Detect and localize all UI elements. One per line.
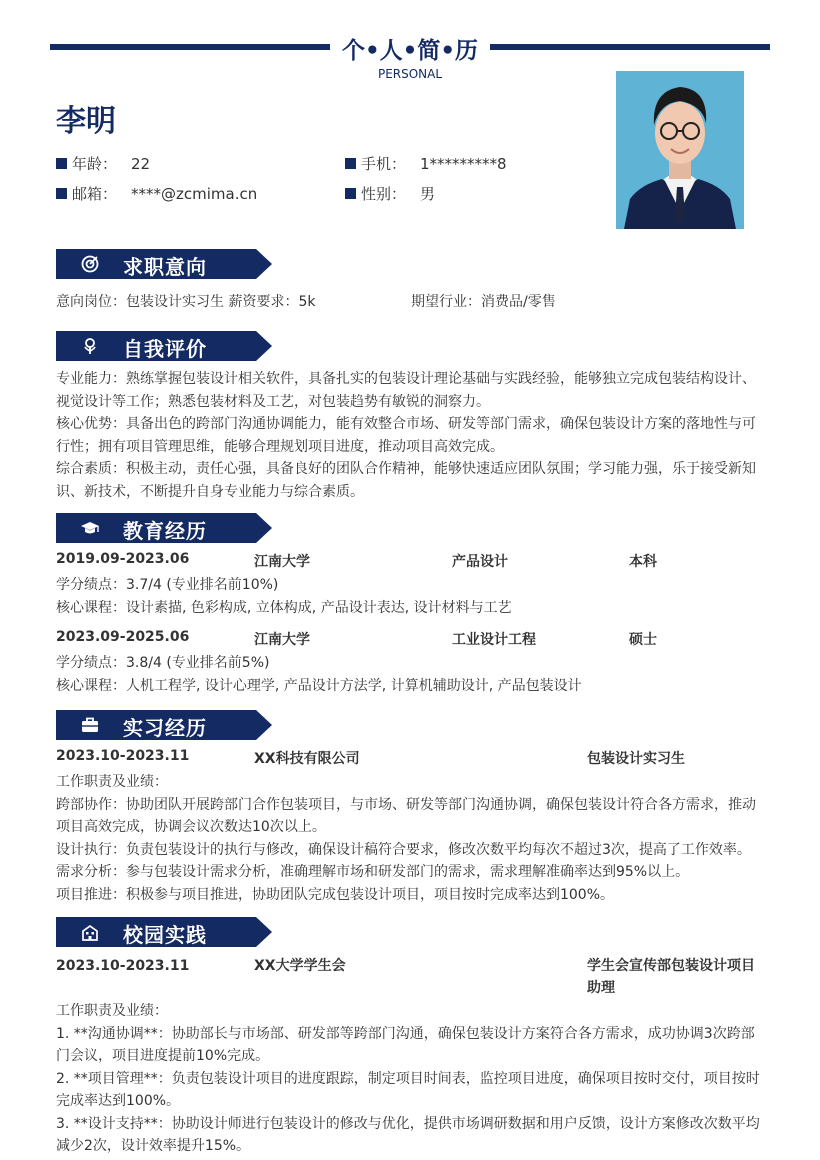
education-courses: 核心课程：人机工程学, 设计心理学, 产品设计方法学, 计算机辅助设计, 产品包装设计 [56,677,582,694]
section-header-self [56,331,272,361]
section-title: 校园实践 [123,923,207,947]
bullet-square-icon [345,158,356,169]
phone-field [345,153,507,174]
bullet-square-icon [56,188,67,199]
internship-entry-header [56,748,768,770]
email-label: 邮箱： [72,185,118,203]
email-value: ****@zcmima.cn [131,184,258,203]
header-rule-right [490,44,770,50]
education-details [56,652,768,697]
self-eval-paragraph: 综合素质：积极主动，责任心强，具备良好的团队合作精神，能够快速适应团队氛围；学习能力强，乐于接受新知识、新技术，不断提升自身专业能力与综合素质。 [56,461,756,500]
internship-period: 2023.10-2023.11 [56,748,190,764]
internship-details [56,771,768,906]
campus-item: 3. **设计支持**：协助设计师进行包装设计的修改与优化，提供市场调研数据和用户反馈，设计方案修改次数平均减少2次，设计效率提升15%。 [56,1115,760,1154]
campus-item: 2. **项目管理**：负责包装设计项目的进度跟踪，制定项目时间表，监控项目进度，确保项目按时交付，项目按时完成率达到100%。 [56,1070,760,1109]
gender-value: 男 [420,185,436,203]
campus-entry-header [56,955,768,999]
internship-item: 项目推进：积极参与项目推进，协助团队完成包装设计项目，项目按时完成率达到100%。 [56,886,615,903]
section-title: 实习经历 [123,716,207,740]
education-entry-header [56,551,768,573]
education-major: 产品设计 [452,554,508,570]
age-value: 22 [131,154,151,173]
campus-org: XX大学学生会 [254,958,346,974]
section-header-internship [56,710,272,740]
flower-icon [80,336,100,356]
phone-label: 手机： [361,155,407,173]
campus-period: 2023.10-2023.11 [56,958,190,974]
education-gpa: 学分绩点：3.8/4 (专业排名前5%) [56,655,270,671]
internship-company: XX科技有限公司 [254,751,360,767]
campus-details [56,1000,768,1158]
email-field [56,183,257,204]
bullet-square-icon [56,158,67,169]
intent-industry: 期望行业：消费品/零售 [411,294,556,310]
education-period: 2023.09-2025.06 [56,629,190,645]
graduation-cap-icon [80,518,100,538]
self-eval-block [56,368,768,503]
building-icon [80,922,100,942]
section-header-intent [56,249,272,279]
age-field [56,153,150,174]
education-courses: 核心课程：设计素描, 色彩构成, 立体构成, 产品设计表达, 设计材料与工艺 [56,599,512,616]
bullet-square-icon [345,188,356,199]
target-icon [80,254,100,274]
section-title: 自我评价 [123,337,207,361]
section-title: 教育经历 [123,519,207,543]
candidate-name: 李明 [56,104,116,139]
document-subtitle: PERSONAL [377,67,443,81]
intent-line [56,291,768,314]
education-degree: 本科 [629,554,657,570]
self-eval-paragraph: 核心优势：具备出色的跨部门沟通协调能力，能有效整合市场、研发等部门需求，确保包装设计方案的落地性与可行性；拥有项目管理思维，能够合理规划项目进度，推动项目高效完成。 [56,416,756,455]
internship-item: 设计执行：负责包装设计的执行与修改，确保设计稿符合要求，修改次数平均每次不超过3次，提高了工作效率。 [56,841,751,858]
internship-role: 包装设计实习生 [587,751,685,767]
education-gpa: 学分绩点：3.7/4 (专业排名前10%) [56,577,279,593]
section-title: 求职意向 [123,255,207,279]
education-degree: 硕士 [629,632,657,648]
education-school: 江南大学 [254,632,310,648]
intent-position-salary: 意向岗位：包装设计实习生 薪资要求：5k [56,294,316,310]
education-period: 2019.09-2023.06 [56,551,190,567]
campus-item: 1. **沟通协调**：协助部长与市场部、研发部等跨部门沟通，确保包装设计方案符合各方需求，成功协调3次跨部门会议，项目进度提前10%完成。 [56,1025,755,1064]
self-eval-paragraph: 专业能力：熟练掌握包装设计相关软件，具备扎实的包装设计理论基础与实践经验，能够独立完成包装结构设计、视觉设计等工作；熟悉包装材料及工艺，对包装趋势有敏锐的洞察力。 [56,371,756,410]
section-header-education [56,513,272,543]
gender-label: 性别： [361,185,407,203]
header-rule-left [50,44,330,50]
campus-duty-title: 工作职责及业绩： [56,1003,168,1019]
education-major: 工业设计工程 [452,632,536,648]
briefcase-icon [80,715,100,735]
phone-value: 1*********8 [420,154,507,173]
profile-photo [616,71,744,229]
document-title: 个•人•简•历 [341,38,479,64]
internship-item: 需求分析：参与包装设计需求分析，准确理解市场和研发部门的需求，需求理解准确率达到95%以上。 [56,864,690,880]
education-entry-header [56,629,768,651]
campus-role: 学生会宣传部包装设计项目助理 [587,958,755,996]
internship-item: 跨部协作：协助团队开展跨部门合作包装项目，与市场、研发等部门沟通协调，确保包装设计符合各方需求，推动项目高效完成，协调会议次数达10次以上。 [56,796,756,835]
education-details [56,574,768,619]
gender-field [345,183,435,204]
internship-duty-title: 工作职责及业绩： [56,774,168,790]
section-header-campus [56,917,272,947]
education-school: 江南大学 [254,554,310,570]
age-label: 年龄： [72,155,118,173]
